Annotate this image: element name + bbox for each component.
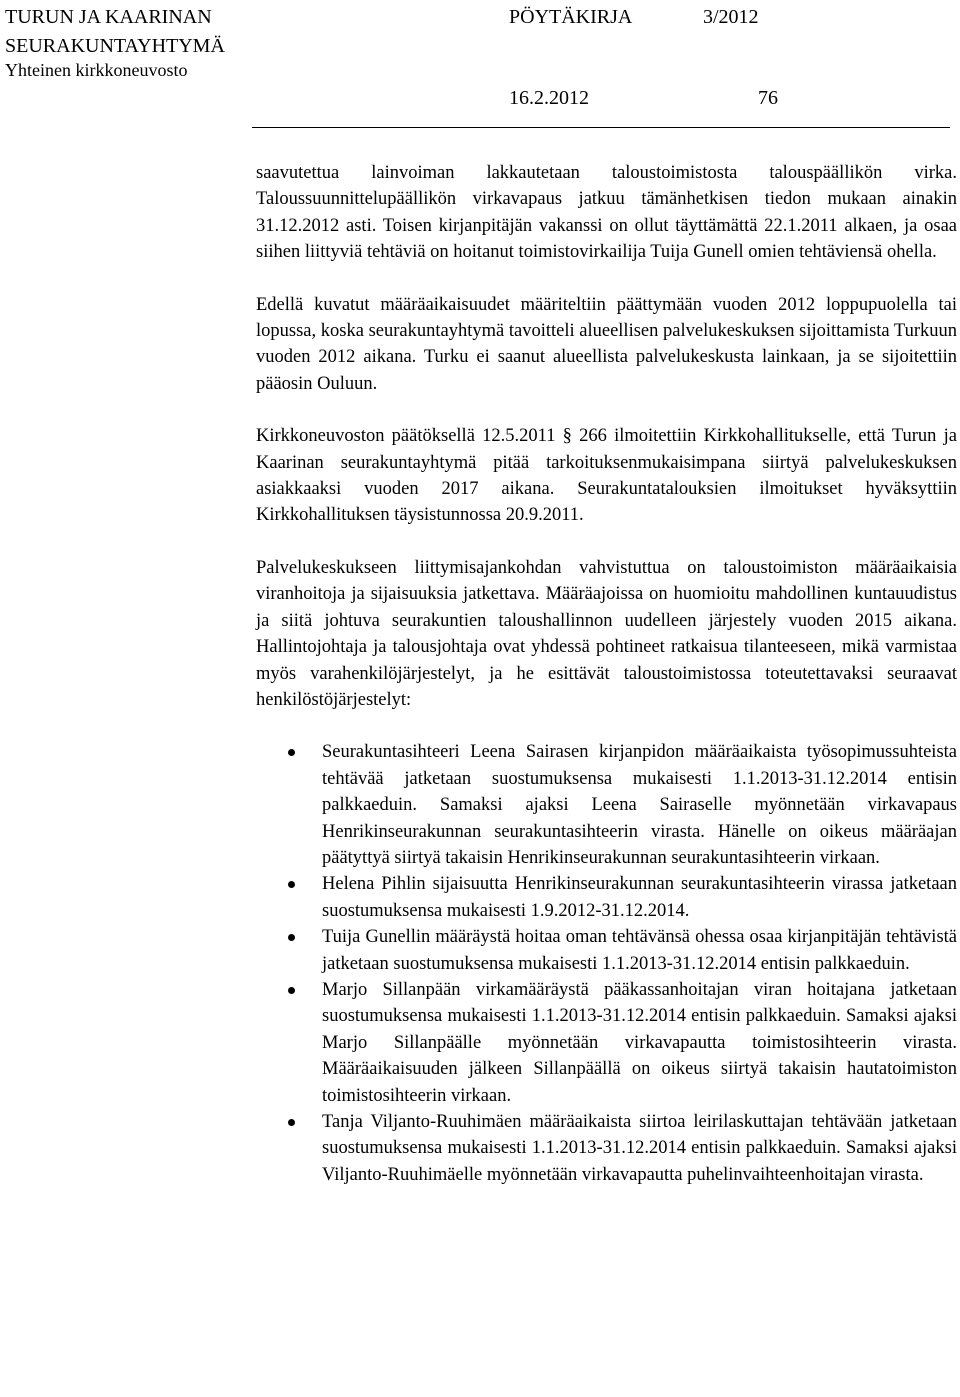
list-item [256, 871, 957, 924]
list-item [256, 924, 957, 977]
paragraph: saavutettua lainvoiman lakkautetaan taloustoimistosta talouspäällikön virka. Taloussuunnittelupäällikön virkavapaus jatkuu tämänhetkisen tiedon mukaan ainakin 31.12.2012 asti. Toisen kirjanpitäjän vakanssi on ollut täyttämättä 22.1.2011 alkaen, ja osaa siihen liittyviä tehtäviä on hoitanut toimistovirkailija Tuija Gunell omien tehtäviensä ohella. [256, 163, 957, 263]
document-number: 3/2012 [703, 6, 759, 28]
list-item-text: Seurakuntasihteeri Leena Sairasen kirjanpidon määräaikaista työsopimussuhteista tehtävää jatketaan suostumuksensa mukaisesti 1.1.2013-31.12.2014 entisin palkkaeduin. Samaksi ajaksi Leena Sairaselle myönnetään virkavapaus Henrikinseurakunnan seurakuntasihteerin virasta. Hänelle on oikeus määräajan päätyttyä siirtyä takaisin Henrikinseurakunnan seurakuntasihteerin virkaan. [322, 742, 957, 868]
paragraph: Palvelukeskukseen liittymisajankohdan vahvistuttua on taloustoimiston määräaikaisia viranhoitoja ja sijaisuuksia jatkettava. Määräajoissa on huomioitu mahdollinen kuntauudistus ja siitä johtuva seurakuntien taloushallinnon uudelleen järjestely vuoden 2015 aikana. Hallintojohtaja ja talousjohtaja ovat yhdessä pohtineet ratkaisua tilanteeseen, mikä varmistaa myös varahenkilöjärjestelyt, ja he esittävät taloustoimistossa toteutettavaksi seuraavat henkilöstöjärjestelyt: [256, 557, 957, 710]
bullet-icon [288, 987, 295, 994]
page-number: 76 [758, 87, 778, 109]
list-item [256, 977, 957, 1109]
bullet-icon [288, 749, 295, 756]
header-divider [252, 127, 950, 128]
meeting-body: Yhteinen kirkkoneuvosto [5, 60, 188, 80]
list-item-text: Tuija Gunellin määräystä hoitaa oman tehtävänsä ohessa osaa kirjanpitäjän tehtävistä jatketaan suostumuksensa mukaisesti 1.1.2013-31.12.2014 entisin palkkaeduin. [322, 927, 957, 974]
paragraph: Edellä kuvatut määräaikaisuudet määriteltiin päättymään vuoden 2012 loppupuolella tai lopussa, koska seurakuntayhtymä tavoitteli alueellisen palvelukeskuksen sijoittamista Turkuun vuoden 2012 aikana. Turku ei saanut alueellista palvelukeskusta lainkaan, ja se sijoitettiin pääosin Ouluun. [256, 294, 957, 394]
list-item [256, 1109, 957, 1188]
organization-name: TURUN JA KAARINAN [5, 6, 212, 28]
list-item-text: Tanja Viljanto-Ruuhimäen määräaikaista siirtoa leirilaskuttajan tehtävään jatketaan suostumuksensa mukaisesti 1.1.2013-31.12.2014 entisin palkkaeduin. Samaksi ajaksi Viljanto-Ruuhimäelle myönnetään virkavapautta puhelinvaihteenhoitajan virasta. [322, 1112, 957, 1185]
bullet-icon [288, 881, 295, 888]
arrangement-list [256, 739, 957, 1188]
document-date: 16.2.2012 [509, 87, 589, 109]
paragraph-text: 266 ilmoitettiin Kirkkohallitukselle, että Turun ja Kaarinan seurakuntayhtymä pitää tarkoituksenmukaisimpana siirtyä palvelukeskuksen asiakkaaksi vuoden 2017 aikana. Seurakuntatalouksien ilmoitukset hyväksyttiin Kirkkohallituksen täysistunnossa 20.9.2011. [256, 426, 957, 526]
document-body [256, 160, 957, 1188]
paragraph [256, 423, 957, 529]
section-symbol: § [562, 426, 572, 447]
bullet-icon [288, 934, 295, 941]
list-item-text: Marjo Sillanpään virkamääräystä pääkassanhoitajan viran hoitajana jatketaan suostumuksensa mukaisesti 1.1.2013-31.12.2014 entisin palkkaeduin. Samaksi ajaksi Marjo Sillanpäälle myönnetään virkavapautta toimistosihteerin virasta. Määräaikaisuuden jälkeen Sillanpäällä on oikeus siirtyä takaisin hautatoimiston toimistosihteerin virkaan. [322, 979, 957, 1106]
organization-unit: SEURAKUNTAYHTYMÄ [5, 35, 225, 57]
document-type: PÖYTÄKIRJA [509, 6, 633, 28]
list-item [256, 739, 957, 871]
page-header [0, 0, 960, 130]
list-item-text: Helena Pihlin sijaisuutta Henrikinseurakunnan seurakuntasihteerin virassa jatketaan suostumuksensa mukaisesti 1.9.2012-31.12.2014. [322, 874, 957, 921]
bullet-icon [288, 1119, 295, 1126]
paragraph-text: Kirkkoneuvoston päätöksellä 12.5.2011 [256, 426, 563, 447]
